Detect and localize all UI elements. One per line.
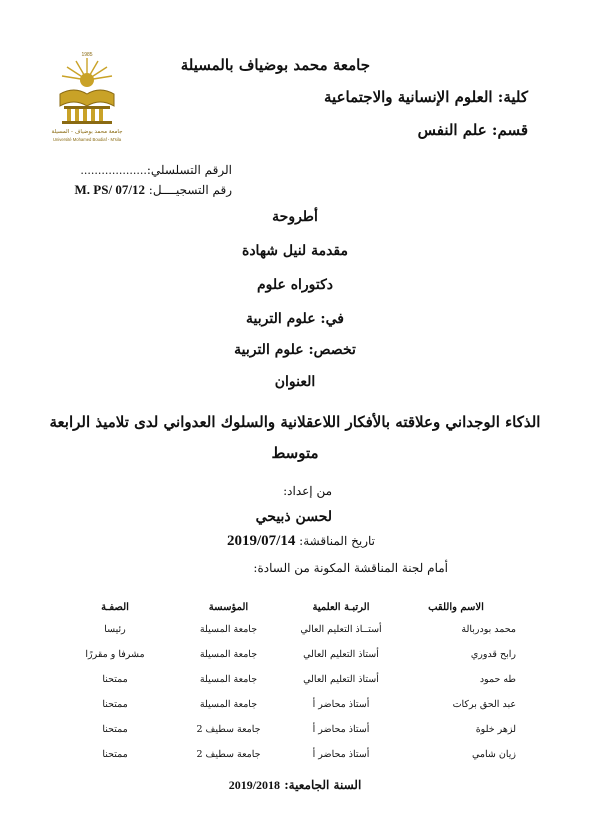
jury-header-rank: الرتبـة العلمية [312, 601, 370, 613]
jury-institution: جامعة المسيلة [199, 624, 258, 635]
jury-role: مشرفا و مقررًا [85, 649, 145, 660]
jury-institution: جامعة المسيلة [199, 674, 258, 685]
thesis-type: أطروحة [272, 209, 318, 225]
academic-year [0, 778, 590, 793]
jury-institution: جامعة سطيف 2 [196, 724, 261, 735]
jury-rank: أستاذ التعليم العالي [303, 649, 379, 660]
defense-date-label: تاريخ المناقشة: [299, 534, 375, 548]
jury-role: ممتحنا [102, 724, 128, 735]
table-row [59, 692, 520, 717]
jury-institution: جامعة المسيلة [199, 649, 258, 660]
table-row [59, 617, 520, 642]
logo-year: 1985 [81, 52, 93, 58]
jury-name: طه حمود [479, 674, 516, 685]
title-label: العنوان [274, 374, 316, 390]
academic-year-value: 2019/2018 [228, 778, 281, 792]
registration-label: رقم التسجيــــل: [148, 183, 232, 197]
jury-name: زيان شامي [472, 749, 516, 760]
thesis-purpose: مقدمة لنيل شهادة [241, 243, 349, 259]
university-logo [46, 50, 128, 146]
jury-header-institution: المؤسسة [208, 601, 249, 613]
jury-rank: أستاذ التعليم العالي [303, 674, 379, 685]
jury-name: عبد الحق بركات [452, 699, 516, 710]
jury-name: رابح قدوري [470, 649, 516, 660]
thesis-title [40, 407, 550, 469]
table-row [59, 642, 520, 667]
jury-role: ممتحنا [102, 749, 128, 760]
serial-number [80, 163, 232, 177]
jury-rank: أستــاذ التعليم العالي [300, 624, 382, 635]
jury-rank: أستاذ محاضر أ [312, 724, 370, 735]
jury-name: محمد بودربالة [461, 624, 516, 635]
serial-value: ................... [80, 164, 147, 177]
jury-role: رئيسا [104, 624, 126, 635]
prepared-by-label: من إعداد: [283, 484, 332, 498]
committee-label: أمام لجنة المناقشة المكونة من السادة: [253, 561, 448, 575]
jury-role: ممتحنا [102, 699, 128, 710]
logo-name-fr: Université Mohamed Boudiaf - M'sila [52, 137, 122, 142]
thesis-title-line1: الذكاء الوجداني وعلاقته بالأفكار اللاعقلانية والسلوك العدواني لدى تلاميذ الرابعة [49, 413, 541, 431]
jury-role: ممتحنا [102, 674, 128, 685]
jury-header-name: الاسم واللقب [428, 601, 484, 613]
thesis-degree: دكتوراه علوم [256, 277, 334, 293]
serial-label: الرقم التسلسلي: [146, 163, 232, 177]
table-row [59, 667, 520, 692]
thesis-title-line2: متوسط [271, 444, 319, 462]
department-name: قسم: علم النفس [417, 121, 528, 139]
university-name: جامعة محمد بوضياف بالمسيلة [180, 56, 370, 74]
jury-name: لزهر خلوة [475, 724, 516, 735]
table-row [59, 717, 520, 742]
table-row [59, 742, 520, 767]
logo-name-ar: جامعة محمد بوضياف - المسيلة [51, 129, 123, 135]
jury-rank: أستاذ محاضر أ [312, 749, 370, 760]
jury-rank: أستاذ محاضر أ [312, 699, 370, 710]
thesis-specialty: تخصص: علوم التربية [234, 342, 356, 358]
registration-number [75, 182, 232, 198]
jury-table [59, 597, 520, 767]
jury-institution: جامعة المسيلة [199, 699, 258, 710]
defense-date-value: 2019/07/14 [227, 533, 296, 549]
registration-value: M. PS/ 07/12 [74, 182, 145, 197]
jury-header-row [59, 597, 520, 617]
faculty-name: كلية: العلوم الإنسانية والاجتماعية [324, 88, 528, 106]
author-name: لحسن ذبيحي [255, 509, 332, 525]
academic-year-label: السنة الجامعية: [284, 778, 362, 792]
defense-date [227, 533, 375, 550]
jury-institution: جامعة سطيف 2 [196, 749, 261, 760]
thesis-field: في: علوم التربية [246, 311, 344, 327]
jury-header-role: الصفـة [101, 601, 129, 613]
